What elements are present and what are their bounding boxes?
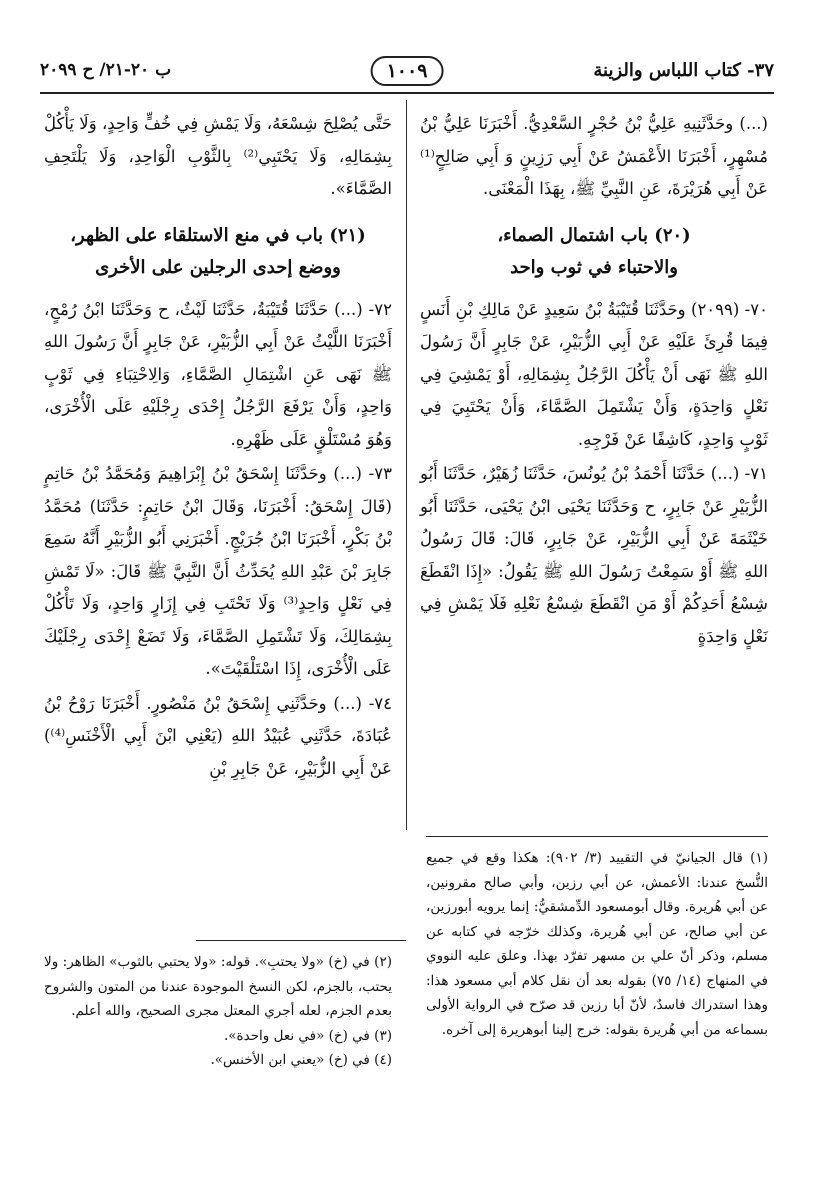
chapter-heading-21: [44, 220, 392, 284]
hadith-paragraph: ٧١- (...) حَدَّثَنَا أَحْمَدُ بْنُ يُونُسَ، حَدَّثَنَا زُهَيْرٌ، حَدَّثَنَا أَبُو الزُّبَيْرِ عَنْ جَابِرٍ، ح وَحَدَّثَنَا يَحْيَى ابْنُ يَحْيَى، حَدَّثَنَا أَبُو خَيْثَمَةَ عَنْ أَبِي الزُّبَيْرِ، عَنْ جَابِرٍ، قَالَ: قَالَ رَسُولُ اللهِ ﷺ أَوْ سَمِعْتُ رَسُولَ اللهِ ﷺ يَقُولُ: «إِذَا انْقَطَعَ شِسْعُ أَحَدِكُمْ أَوْ مَنِ انْقَطَعَ شِسْعُ نَعْلِهِ فَلَا يَمْشِ فِي نَعْلٍ وَاحِدَةٍ: [420, 464, 768, 646]
page-number: ١٠٠٩: [371, 56, 444, 86]
hadith-paragraph: (...) وحَدَّثَنِيهِ عَلِيُّ بْنُ حُجْرٍ السَّعْدِيُّ. أَخْبَرَنَا عَلِيُّ بْنُ مُسْهِرٍ، أَخْبَرَنَا الأَعْمَشُ عَنْ أَبِي رَزِينٍ وَ أَبِي صَالِحٍ⁽¹⁾ عَنْ أَبِي هُرَيْرَةَ، عَنِ النَّبِيِّ ﷺ، بِهَذَا الْمَعْنَى.: [420, 114, 768, 198]
chapter-heading-line: ووضع إحدى الرجلين على الأخرى: [95, 256, 341, 278]
running-head-reference: ب ٢٠-٢١/ ح ٢٠٩٩: [40, 60, 172, 80]
header-rule: [40, 92, 774, 94]
footnote-rule: [196, 940, 406, 941]
hadith-paragraph: ٧٢- (...) حَدَّثَنَا قُتَيْبَةُ، حَدَّثَنَا لَيْثٌ، ح وَحَدَّثَنَا ابْنُ رُمْحٍ، أَخْبَرَنَا اللَّيْثُ عَنْ أَبِي الزُّبَيْرِ، عَنْ جَابِرٍ أَنَّ رَسُولَ اللهِ ﷺ نَهَى عَنِ اشْتِمَالِ الصَّمَّاءِ، وَالِاحْتِبَاءِ فِي ثَوْبٍ وَاحِدٍ، وَأَنْ يَرْفَعَ الرَّجُلُ إِحْدَى رِجْلَيْهِ عَلَى الْأُخْرَى، وَهُوَ مُسْتَلْقٍ عَلَى ظَهْرِهِ.: [44, 299, 392, 449]
footnote: (٤) في (خ) «يعني ابن الأخنس».: [210, 1052, 392, 1068]
page-header: [40, 56, 774, 92]
footnotes-left: [44, 950, 392, 1073]
left-column: [44, 108, 392, 787]
hadith-paragraph: ٧٠- (٢٠٩٩) وحَدَّثَنَا قُتَيْبَةُ بْنُ سَعِيدٍ عَنْ مَالِكِ بْنِ أَنَسٍ فِيمَا قُرِئَ عَلَيْهِ عَنْ أَبِي الزُّبَيْرِ، عَنْ جَابِرٍ أَنَّ رَسُولَ اللهِ ﷺ نَهَى أَنْ يَأْكُلَ الرَّجُلُ بِشِمَالِهِ، أَوْ يَمْشِيَ فِي نَعْلٍ وَاحِدَةٍ، وَأَنْ يَشْتَمِلَ الصَّمَّاءَ، وَأَنْ يَحْتَبِيَ فِي ثَوْبٍ وَاحِدٍ، كَاشِفًا عَنْ فَرْجِهِ.: [420, 299, 768, 449]
right-column: [420, 108, 768, 655]
chapter-heading-line: (٢١) باب في منع الاستلقاء على الظهر،: [70, 224, 366, 246]
column-divider: [406, 100, 407, 830]
footnote: (٣) في (خ) «في نعل واحدة».: [223, 1027, 392, 1044]
footnotes-right: [426, 846, 768, 1042]
chapter-heading-20: [420, 220, 768, 284]
running-head-chapter: ٣٧- كتاب اللباس والزينة: [593, 60, 774, 81]
chapter-heading-line: والاحتباء في ثوب واحد: [510, 256, 678, 278]
footnote: (٢) في (خ) «ولا يحتبِ». قوله: «ولا يحتبي بالثوب» الظاهر: ولا يحتب، بالجزم، لكن النسخ الموجودة عندنا من المتون والشروح بعدم الجزم، لعله أجري المعتل مجرى الصحيح، والله أعلم.: [44, 954, 392, 1019]
chapter-heading-line: (٢٠) باب اشتمال الصماء،: [497, 224, 691, 246]
hadith-paragraph: حَتَّى يُصْلِحَ شِسْعَهُ، وَلَا يَمْشِ فِي خُفٍّ وَاحِدٍ، وَلَا يَأْكُلْ بِشِمَالِهِ، وَلَا يَحْتَبِي⁽²⁾ بِالثَّوْبِ الْوَاحِدِ، وَلَا يَلْتَحِفِ الصَّمَّاءَ».: [44, 114, 393, 198]
hadith-paragraph: ٧٣- (...) وحَدَّثَنَا إِسْحَقُ بْنُ إِبْرَاهِيمَ وَمُحَمَّدُ بْنُ حَاتِمٍ (قَالَ إِسْحَقُ: أَخْبَرَنَا، وَقَالَ ابْنُ حَاتِمٍ: حَدَّثَنَا) مُحَمَّدُ بْنُ بَكْرٍ، أَخْبَرَنَا ابْنُ جُرَيْجٍ. أَخْبَرَنِي أَبُو الزُّبَيْرِ أَنَّهُ سَمِعَ جَابِرَ بْنَ عَبْدِ اللهِ يُحَدِّثُ أَنَّ النَّبِيَّ ﷺ قَالَ: «لَا تَمْشِ فِي نَعْلٍ وَاحِدٍ⁽³⁾ وَلَا تَحْتَبِ فِي إِزَارٍ وَاحِدٍ، وَلَا تَأْكُلْ بِشِمَالِكَ، وَلَا تَشْتَمِلِ الصَّمَّاءَ، وَلَا تَضَعْ إِحْدَى رِجْلَيْكَ عَلَى الْأُخْرَى، إِذَا اسْتَلْقَيْتَ».: [44, 464, 392, 678]
hadith-paragraph: ٧٤- (...) وحَدَّثَنِي إِسْحَقُ بْنُ مَنْصُورٍ. أَخْبَرَنَا رَوْحُ بْنُ عُبَادَةَ، حَدَّثَنِي عُبَيْدُ اللهِ (يَعْنِي ابْنَ أَبِي الْأَخْنَسِ⁽⁴⁾) عَنْ أَبِي الزُّبَيْرِ، عَنْ جَابِرِ بْنِ: [44, 693, 392, 778]
footnote-rule: [426, 836, 768, 837]
footnote: (١) قال الجيانيّ في التقييد (٣/ ٩٠٢): هكذا وقع في جميع النُّسخ عندنا: الأعمش، عن أبي رزين، وأبي صالح مقرونين، عن أبي هُريرة. وقال أبومسعود الدِّمشقيُّ: إنما يرويه أبورزين، عن أبي صالح، عن أبي هُريرة، وكذلك خرّجه في كتابه عن مسلم، وذكر أنّ علي بن مسهر تفرّد بهذا. وعلق عليه النووي في المنهاج (١٤/ ٧٥) بقوله بعد أن نقل كلام أبي مسعود هذا: وهذا استدراك فاسدٌ، لأنّ أبا رزين قد صرّح في الرواية الأولى بسماعه من أبي هُريرة بقوله: خرج إلينا أبوهريرة إلى آخره.: [426, 850, 768, 1038]
